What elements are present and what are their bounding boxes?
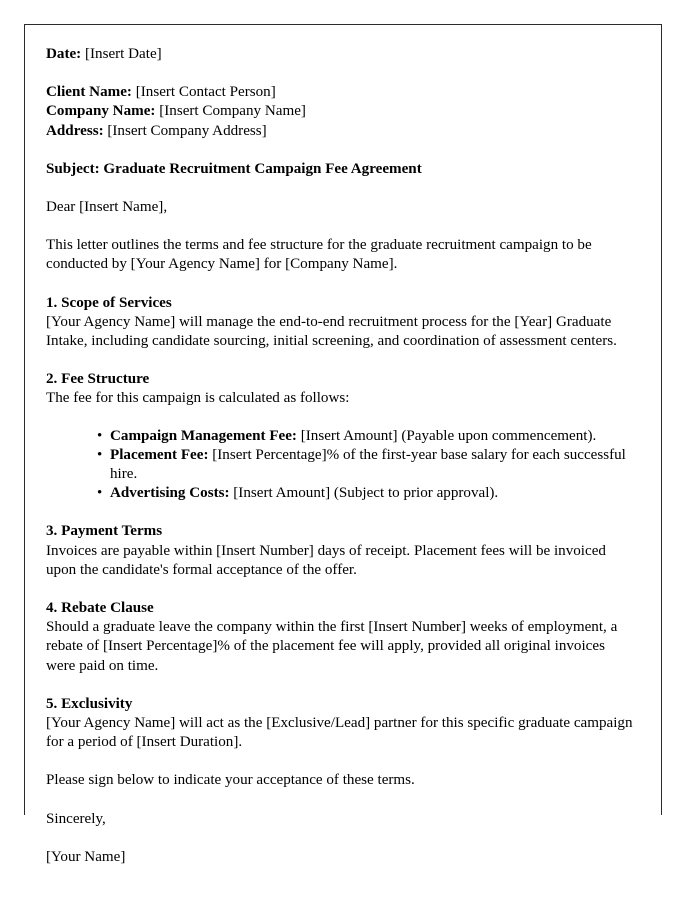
spacer [46, 275, 633, 294]
list-item [97, 446, 633, 484]
section-5-body: [Your Agency Name] will act as the [Exclusive/Lead] partner for this specific graduate campaign for a period of [Insert Duration]. [46, 715, 633, 751]
section-3-body: Invoices are payable within [Insert Number] days of receipt. Placement fees will be invoiced upon the candidate's formal acceptance of the offer. [46, 542, 606, 578]
client-name-label: Client Name: [46, 84, 132, 101]
section-5-heading: 5. Exclusivity [46, 695, 133, 712]
document-body [46, 45, 633, 865]
subject-line: Subject: Graduate Recruitment Campaign Fee Agreement [46, 160, 422, 177]
address-label: Address: [46, 122, 104, 139]
spacer [46, 409, 633, 427]
signature-name: [Your Name] [46, 848, 126, 865]
section-2-body: The fee for this campaign is calculated as follows: [46, 390, 350, 407]
spacer [46, 64, 633, 83]
section-4-heading: 4. Rebate Clause [46, 600, 154, 617]
salutation: Dear [Insert Name], [46, 199, 168, 216]
fee-item-label: Placement Fee: [110, 446, 209, 463]
company-name-line [46, 102, 633, 121]
address-value: [Insert Company Address] [107, 122, 267, 139]
company-name-label: Company Name: [46, 103, 156, 120]
sign-request: Please sign below to indicate your acceptance of these terms. [46, 772, 415, 789]
list-item [97, 484, 633, 503]
date-label: Date: [46, 46, 82, 62]
spacer [46, 829, 633, 848]
spacer [46, 580, 633, 599]
section-3-heading: 3. Payment Terms [46, 523, 163, 540]
intro-paragraph: This letter outlines the terms and fee structure for the graduate recruitment campaign to be conducted by [Your Agency Name] for [Company Name]. [46, 237, 592, 273]
spacer [46, 217, 633, 236]
spacer [46, 141, 633, 160]
fee-item-text: [Insert Percentage]% of the first-year base salary for each successful hire. [110, 446, 626, 483]
section-1-heading: 1. Scope of Services [46, 294, 172, 311]
fee-item-label: Campaign Management Fee: [110, 427, 297, 444]
spacer [46, 676, 633, 695]
company-name-value: [Insert Company Name] [159, 103, 306, 120]
date-line [46, 45, 633, 64]
fee-item-label: Advertising Costs: [110, 485, 230, 502]
spacer [46, 503, 633, 522]
spacer [46, 351, 633, 370]
section-1-body: [Your Agency Name] will manage the end-to-end recruitment process for the [Year] Graduate Intake, including candidate sourcing, initial screening, and coordination of assessment centers. [46, 313, 617, 350]
signature-name-clipped [46, 848, 633, 865]
client-name-value: [Insert Contact Person] [135, 84, 276, 101]
spacer [46, 179, 633, 198]
fee-item-text: [Insert Amount] (Payable upon commencement). [296, 427, 597, 444]
list-item [97, 427, 633, 446]
spacer [46, 752, 633, 771]
section-4-body: Should a graduate leave the company within the first [Insert Number] weeks of employment, a rebate of [Insert Percentage]% of the placement fee will apply, provided all original invoices were paid on time. [46, 619, 618, 674]
section-2-heading: 2. Fee Structure [46, 371, 150, 388]
fee-structure-list [46, 427, 633, 504]
address-line [46, 122, 633, 141]
closing: Sincerely, [46, 810, 106, 827]
date-value: [Insert Date] [84, 46, 162, 62]
fee-item-text: [Insert Amount] (Subject to prior approval). [229, 485, 499, 502]
spacer [46, 791, 633, 810]
document-page [24, 24, 662, 865]
client-name-line [46, 83, 633, 102]
